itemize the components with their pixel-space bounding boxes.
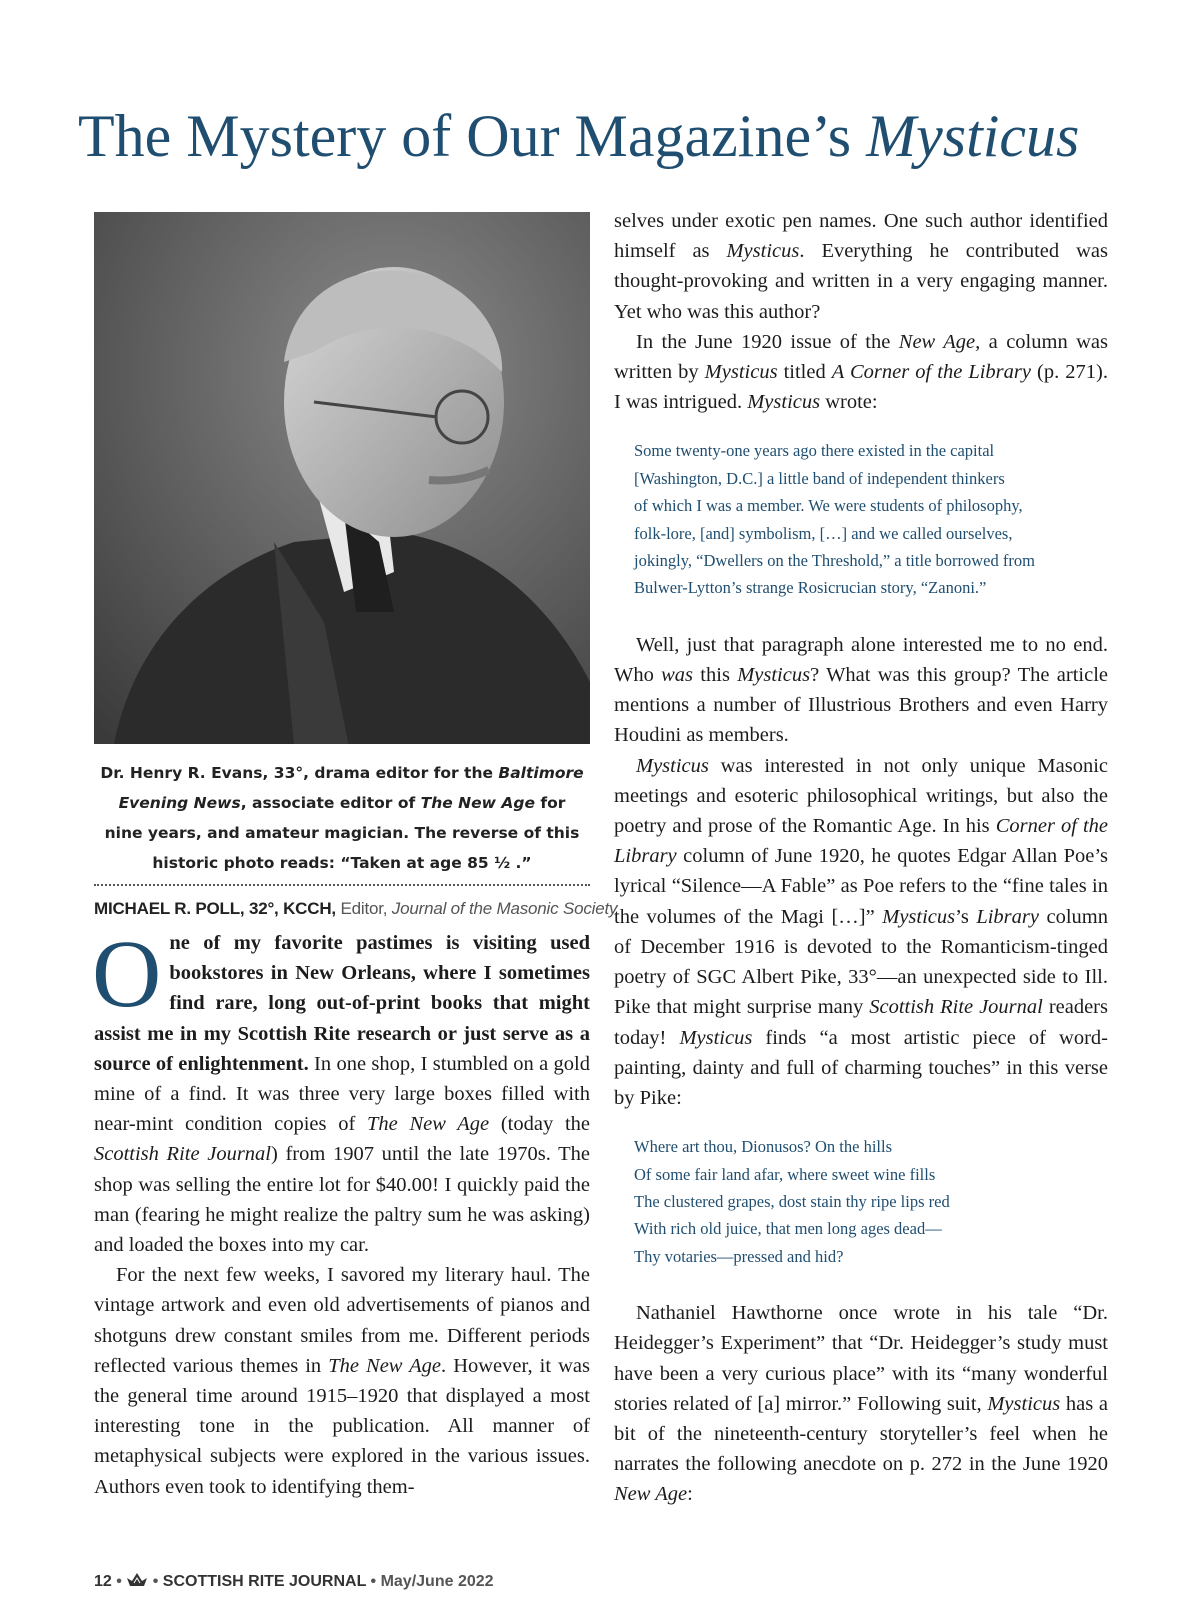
author-byline <box>94 896 618 922</box>
paragraph <box>94 1260 590 1502</box>
portrait-photo-icon <box>94 212 590 744</box>
text: Corner of the Library <box>614 815 1108 868</box>
paragraph <box>614 206 1108 327</box>
text: : <box>687 1483 693 1506</box>
separator: • <box>111 1573 127 1590</box>
text: column of December 1916 is devoted to the Romanticism-tinged poetry of SGC Albert Pike, 33°—an unexpected side to Ill. Pike that might surprise many <box>614 905 1108 1019</box>
text: . However, it was the general time around 1915–1920 that displayed a most interesting tone in the publication. All manner of metaphysical subjects were explored in the various issues. Authors even took to identifying them- <box>94 1354 590 1498</box>
quote-line: Some twenty-one years ago there existed in the capital <box>634 441 995 461</box>
double-eagle-emblem-icon <box>126 1572 148 1588</box>
text: Mysticus <box>704 361 778 384</box>
text: finds “a most artistic piece of word-painting, dainty and full of charming touches” in this verse by Pike: <box>614 1026 1108 1109</box>
divider <box>94 884 590 886</box>
text: ’s <box>955 905 977 928</box>
title-text: The Mystery of Our Magazine’s <box>78 103 867 169</box>
text: titled <box>777 361 832 384</box>
quote-line: of which I was a member. We were students of philosophy, <box>634 496 1023 516</box>
text: (today the <box>489 1113 590 1136</box>
journal-name: SCOTTISH RITE JOURNAL <box>162 1573 367 1590</box>
portrait-photo <box>94 212 590 744</box>
paragraph <box>92 920 591 1260</box>
text: Mysticus <box>747 391 821 414</box>
text: wrote: <box>820 391 878 414</box>
title-emphasis: Mysticus <box>866 103 1080 169</box>
page-number: 12 <box>94 1573 112 1590</box>
right-column <box>614 206 1108 1510</box>
verse-line: Where art thou, Dionusos? On the hills <box>634 1137 892 1157</box>
text: Nathaniel Hawthorne once wrote in his tale “Dr. Heidegger’s Experiment” that “Dr. Heidegger’s study must have been a very curious place” with its “many wonderful stories related of [a] mirror.” Following suit, <box>614 1302 1108 1415</box>
quote-line: Bulwer-Lytton’s strange Rosicrucian story, “Zanoni.” <box>634 578 987 598</box>
text: this <box>693 664 738 687</box>
separator: • <box>148 1573 163 1590</box>
page-title <box>78 96 1138 176</box>
text: selves under exotic pen names. One such author identified himself as <box>614 210 1108 263</box>
text: Mysticus <box>737 664 811 687</box>
text: Well, just that paragraph alone interested me to no end. Who <box>614 633 1108 687</box>
text: Scottish Rite Journal <box>94 1143 271 1166</box>
quote-line: jokingly, “Dwellers on the Threshold,” a title borrowed from <box>634 551 1035 571</box>
issue-date: May/June 2022 <box>380 1573 494 1590</box>
author-publication: Journal of the Masonic Society <box>391 899 618 918</box>
separator: • <box>366 1573 381 1590</box>
lead-text: ne of my favorite pastimes is visiting used bookstores in New Orleans, where I sometimes find rare, long out-of-print books that might assist me in my Scottish Rite research or just serve as a source of enlightenment. <box>94 932 590 1075</box>
text: Library <box>976 905 1039 928</box>
page-footer <box>94 1572 494 1592</box>
text: Mysticus <box>679 1026 753 1049</box>
text: A Corner of the Library <box>831 361 1031 384</box>
verse-quote <box>634 1133 1108 1270</box>
text: Mysticus <box>726 240 800 263</box>
paragraph <box>614 327 1108 418</box>
text: was interested in not only unique Masonic meetings and esoteric philosophical writings, but also the poetry and prose of the Romantic Age. In his <box>614 754 1108 838</box>
text: In one shop, I stumbled on a gold mine of a find. It was three very large boxes filled with near-mint condition copies of <box>94 1052 590 1136</box>
text: a column was written by <box>614 330 1108 384</box>
paragraph <box>614 1298 1108 1509</box>
quote-line: folk-lore, [and] symbolism, […] and we called ourselves, <box>634 523 1013 543</box>
caption-part: Baltimore Evening News <box>118 764 584 812</box>
paragraph <box>614 751 1108 1113</box>
verse-line: The clustered grapes, dost stain thy ripe lips red <box>634 1191 950 1211</box>
text: Mysticus <box>882 905 956 928</box>
text: The New Age <box>328 1354 442 1377</box>
verse-line: Of some fair land afar, where sweet wine fills <box>634 1164 936 1184</box>
text: readers today! <box>614 996 1108 1049</box>
text: column of June 1920, he quotes Edgar Allan Poe’s lyrical “Silence—A Fable” as Poe refers to the “fine tales in the volumes of the Magi […]” <box>614 845 1108 928</box>
text: The New Age <box>367 1113 490 1136</box>
drop-cap: O <box>92 920 162 1027</box>
text: Scottish Rite Journal <box>869 996 1043 1019</box>
text: Mysticus <box>987 1392 1061 1415</box>
text: Mysticus <box>636 754 709 777</box>
verse-line: Thy votaries—pressed and hid? <box>634 1246 844 1266</box>
caption-part: The New Age <box>420 794 535 812</box>
verse-line: With rich old juice, that men long ages dead— <box>634 1219 942 1239</box>
quote-line: [Washington, D.C.] a little band of independent thinkers <box>634 468 1005 488</box>
caption-part: , associate editor of <box>240 794 421 812</box>
text: ) from 1907 until the late 1970s. The shop was selling the entire lot for $40.00! I quickly paid the man (fearing he might realize the paltry sum he was asking) and loaded the boxes into my car. <box>94 1143 591 1257</box>
paragraph <box>614 630 1108 751</box>
text: New Age, <box>898 330 981 353</box>
author-role: Editor, <box>335 899 392 918</box>
author-name: MICHAEL R. POLL, 32°, KCCH, <box>94 899 336 918</box>
text: . Everything he contributed was thought-provoking and written in a very engaging manner. Yet who was this author? <box>614 240 1108 323</box>
text: (p. 271). I was intrigued. <box>614 361 1108 414</box>
block-quote <box>634 437 1108 601</box>
photo-caption <box>100 758 584 878</box>
text: ? What was this group? The article mentions a number of Illustrious Brothers and even Harry Houdini as members. <box>614 664 1108 747</box>
text: New Age <box>614 1483 688 1506</box>
text: has a bit of the nineteenth-century storyteller’s feel when he narrates the following anecdote on p. 272 in the June 1920 <box>614 1392 1108 1476</box>
caption-part: for nine years, and amateur magician. The reverse of this historic photo reads: “Taken at age 85 ½ .” <box>104 794 580 872</box>
text: In the June 1920 issue of the <box>636 330 899 353</box>
left-column <box>92 920 591 1502</box>
text: was <box>661 664 694 687</box>
text: For the next few weeks, I savored my literary haul. The vintage artwork and even old advertisements of pianos and shotguns drew constant smiles from me. Different periods reflected various themes in <box>94 1264 590 1377</box>
caption-part: Dr. Henry R. Evans, 33°, drama editor for the <box>100 764 499 782</box>
